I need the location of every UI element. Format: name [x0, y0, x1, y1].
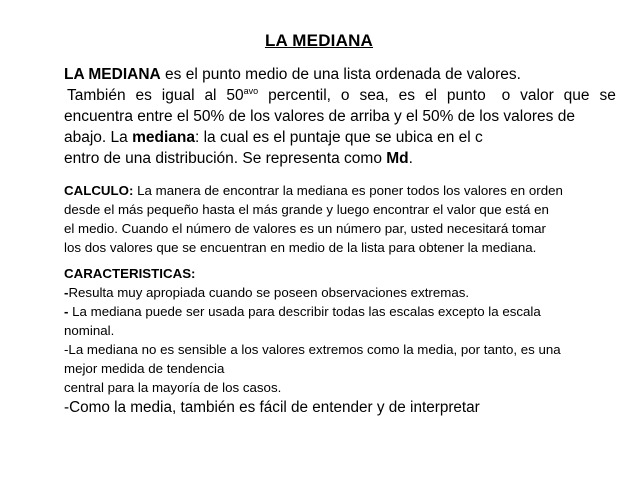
calculo-line-2: desde el más pequeño hasta el más grande y luego encontrar el valor que está en	[64, 202, 549, 217]
list-item: - La mediana puede ser usada para describir todas las escalas excepto la escala	[64, 304, 541, 319]
list-item-continuation: mejor medida de tendencia	[64, 361, 225, 376]
calculo-line-3: el medio. Cuando el número de valores es un número par, usted necesitará tomar	[64, 221, 546, 236]
term-md: Md	[386, 150, 409, 167]
calculo-label: CALCULO:	[64, 183, 134, 198]
list-item: -La mediana no es sensible a los valores extremos como la media, por tanto, es una	[64, 342, 561, 357]
calculo-line-4: los dos valores que se encuentran en medio de la lista para obtener la mediana.	[64, 240, 537, 255]
percentile-50: $50^{avo}$	[226, 85, 259, 104]
list-item-continuation: central para la mayoría de los casos.	[64, 380, 282, 395]
intro-line-1: LA MEDIANA es el punto medio de una lista ordenada de valores.	[64, 66, 521, 83]
caracteristicas-label: CARACTERISTICAS:	[64, 266, 196, 281]
intro-line-3: encuentra entre el 50% de los valores de arriba y el 50% de los valores de	[64, 108, 575, 125]
page-title: LA MEDIANA	[264, 31, 374, 50]
term-la-mediana: LA MEDIANA	[64, 66, 161, 83]
intro-line-2: También es igual al $50^{avo}$ percentil, o sea, es el punto o valor que se	[67, 85, 616, 104]
intro-line-5: entro de una distribución. Se representa como Md.	[64, 150, 413, 167]
calculo-section	[64, 181, 616, 257]
caracteristicas-section	[64, 264, 616, 418]
list-item: -Como la media, también es fácil de entender y de interpretar	[64, 399, 480, 416]
term-mediana: mediana	[132, 129, 195, 146]
calculo-line-1: CALCULO: La manera de encontrar la mediana es poner todos los valores en orden	[64, 183, 563, 198]
list-item-continuation: nominal.	[64, 323, 115, 338]
intro-paragraph	[64, 64, 616, 169]
list-item: -Resulta muy apropiada cuando se poseen observaciones extremas.	[64, 285, 470, 300]
intro-line-4: abajo. La mediana: la cual es el puntaje que se ubica en el c	[64, 129, 483, 146]
